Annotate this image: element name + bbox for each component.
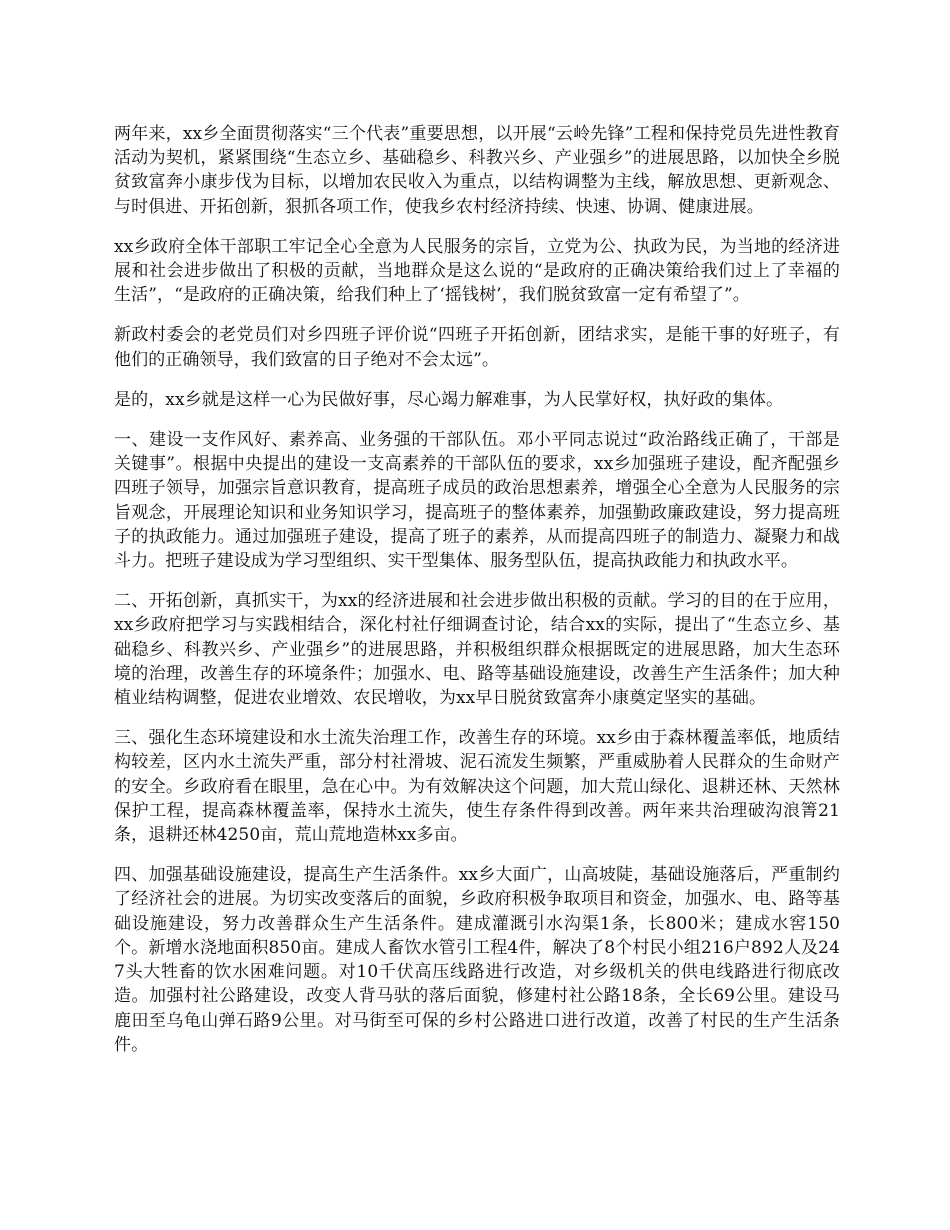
paragraph-section-1-cadre-team: 一、建设一支作风好、素养高、业务强的干部队伍。邓小平同志说过“政治路线正确了，干部是关键事”。根据中央提出的建设一支高素养的干部队伍的要求，xx乡加强班子建设，配齐配强乡四班子领导，加强宗旨意识教育，提高班子成员的政治思想素养，增强全心全意为人民服务的宗旨观念，开展理论知识和业务知识学习，提高班子的整体素养，加强勤政廉政建设，努力提高班子的执政能力。通过加强班子建设，提高了班子的素养，从而提高四班子的制造力、凝聚力和战斗力。把班子建设成为学习型组织、实干型集体、服务型队伍，提高执政能力和执政水平。 [114,430,840,572]
paragraph-section-3-ecology: 三、强化生态环境建设和水土流失治理工作，改善生存的环境。xx乡由于森林覆盖率低，地质结构较差，区内水土流失严重，部分村社滑坡、泥石流发生频繁，严重威胁着人民群众的生命财产的安全。乡政府看在眼里，急在心中。为有效解决这个问题，加大荒山绿化、退耕还林、天然林保护工程，提高森林覆盖率，保持水土流失，使生存条件得到改善。两年来共治理破沟浪箐21条，退耕还林4250亩，荒山荒地造林xx多亩。 [114,728,840,846]
paragraph-party-members-evaluation: 新政村委会的老党员们对乡四班子评价说“四班子开拓创新，团结求实，是能干事的好班子，有他们的正确领导，我们致富的日子绝对不会太远”。 [114,325,840,370]
document-body [114,122,840,1073]
paragraph-collective-summary: 是的，xx乡就是这样一心为民做好事，尽心竭力解难事，为人民掌好权，执好政的集体。 [114,389,784,410]
paragraph-section-2-innovation: 二、开拓创新，真抓实干，为xx的经济进展和社会进步做出积极的贡献。学习的目的在于应用，xx乡政府把学习与实践相结合，深化村社仔细调查讨论，结合xx的实际，提出了“生态立乡、基础稳乡、科教兴乡、产业强乡”的进展思路，并积极组织群众根据既定的进展思路，加大生态环境的治理，改善生存的环境条件；加强水、电、路等基础设施建设，改善生产生活条件；加大种植业结构调整，促进农业增效、农民增收，为xx早日脱贫致富奔小康奠定坚实的基础。 [114,591,840,709]
paragraph-intro: 两年来，xx乡全面贯彻落实“三个代表”重要思想，以开展“云岭先锋”工程和保持党员先进性教育活动为契机，紧紧围绕“生态立乡、基础稳乡、科教兴乡、产业强乡”的进展思路，以加快全乡脱贫致富奔小康步伐为目标，以增加农民收入为重点，以结构调整为主线，解放思想、更新观念、与时俱进、开拓创新，狠抓各项工作，使我乡农村经济持续、快速、协调、健康进展。 [114,124,840,217]
paragraph-government-service: xx乡政府全体干部职工牢记全心全意为人民服务的宗旨，立党为公、执政为民，为当地的经济进展和社会进步做出了积极的贡献，当地群众是这么说的“是政府的正确决策给我们过上了幸福的生活”，“是政府的正确决策，给我们种上了‘摇钱树’，我们脱贫致富一定有希望了”。 [114,236,840,306]
paragraph-section-4-infrastructure: 四、加强基础设施建设，提高生产生活条件。xx乡大面广，山高坡陡，基础设施落后，严重制约了经济社会的进展。为切实改变落后的面貌，乡政府积极争取项目和资金，加强水、电、路等基础设施建设，努力改善群众生产生活条件。建成灌溉引水沟渠1条，长800米；建成水窖150个。新增水浇地面积850亩。建成人畜饮水管引工程4件，解决了8个村民小组216户892人及247头大牲畜的饮水困难问题。对10千伏高压线路进行改造，对乡级机关的供电线路进行彻底改造。加强村社公路建设，改变人背马驮的落后面貌，修建村社公路18条，全长69公里。建设马鹿田至乌龟山弹石路9公里。对马街至可保的乡村公路进口进行改道，改善了村民的生产生活条件。 [114,865,840,1055]
